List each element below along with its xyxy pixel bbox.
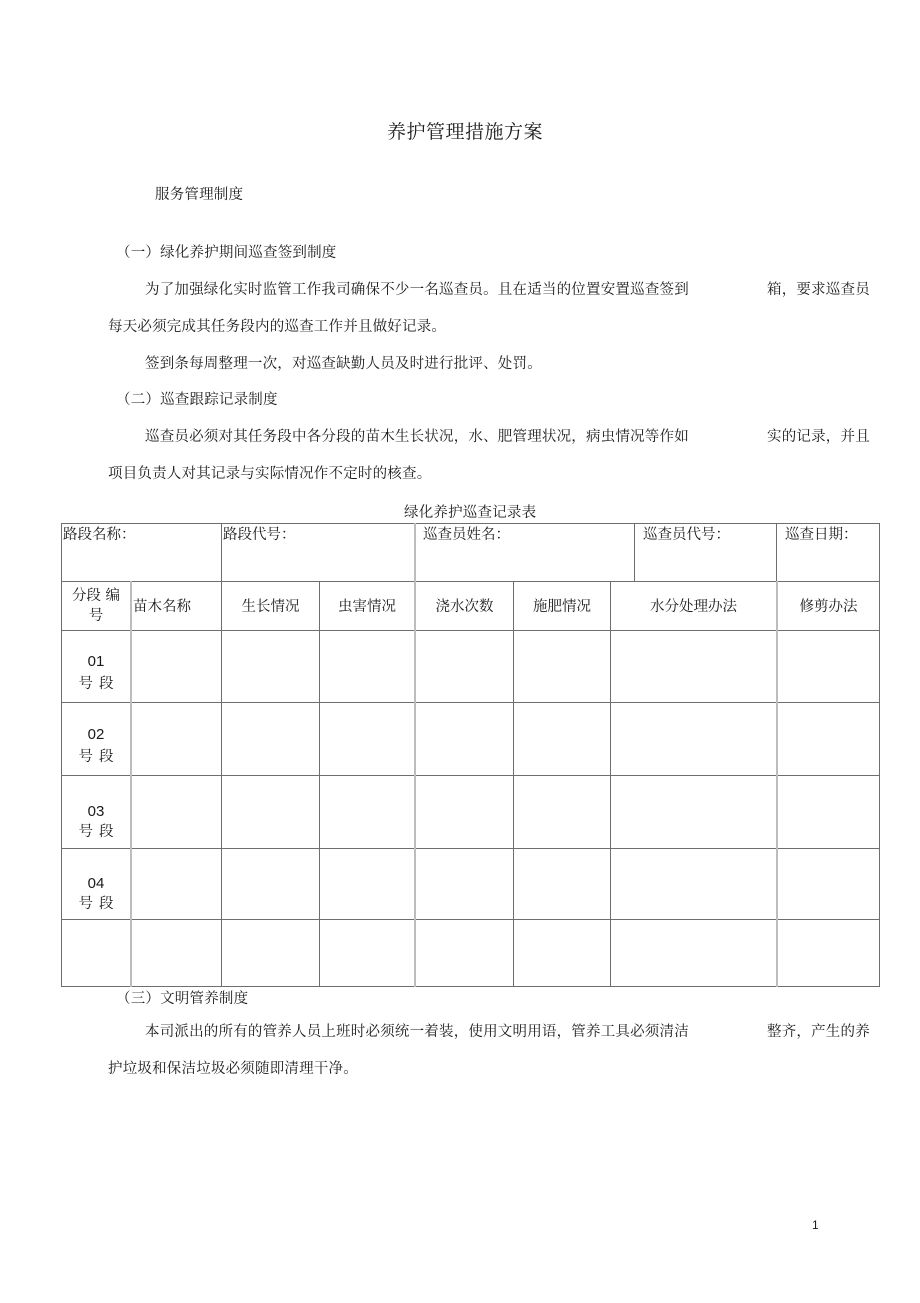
table-border-top	[61, 523, 880, 524]
segment-number: 03	[87, 803, 105, 820]
segment-suffix: 号段	[78, 896, 120, 912]
segment-suffix: 号段	[78, 824, 120, 840]
column-header-fertilizing: 施肥情况	[533, 599, 591, 615]
inspection-date-label: 巡查日期：	[785, 527, 858, 543]
table-rule	[61, 702, 880, 703]
road-code-field[interactable]	[223, 526, 296, 544]
table-divider	[319, 581, 320, 987]
subsection-heading-1: （一）绿化养护期间巡查签到制度	[116, 245, 337, 261]
table-divider	[221, 581, 222, 987]
column-header-pruning: 修剪办法	[799, 599, 858, 615]
table-divider	[776, 581, 778, 987]
segment-suffix: 号段	[78, 749, 120, 765]
paragraph-1-line-2: 每天必须完成其任务段内的巡查工作并且做好记录。	[108, 319, 447, 335]
column-header-growth: 生长情况	[241, 599, 300, 615]
paragraph-3-line-2: 项目负责人对其记录与实际情况作不定时的核查。	[108, 466, 432, 482]
road-name-label: 路段名称：	[63, 527, 136, 543]
segment-suffix: 号段	[78, 676, 120, 692]
column-header-water-treatment: 水分处理办法	[650, 599, 737, 615]
table-rule	[61, 581, 880, 582]
column-header-watering-count: 浇水次数	[435, 599, 494, 615]
paragraph-1-line-1-end: 箱，要求巡查员	[767, 282, 870, 298]
document-title: 养护管理措施方案	[387, 121, 544, 143]
column-header-pests: 虫害情况	[338, 599, 396, 615]
inspection-date-field[interactable]	[785, 526, 858, 544]
column-header-segment-no-line2: 号	[88, 608, 104, 624]
table-caption: 绿化养护巡查记录表	[404, 505, 537, 521]
paragraph-4-line-1-end: 整齐，产生的养	[767, 1024, 870, 1040]
subsection-heading-3: （三）文明管养制度	[116, 991, 249, 1007]
paragraph-4-line-1: 本司派出的所有的管养人员上班时必须统一着装，使用文明用语，管养工具必须清洁	[145, 1024, 689, 1040]
table-border-right	[879, 523, 880, 987]
table-divider	[221, 523, 222, 581]
table-border-bottom	[61, 986, 880, 987]
inspector-name-label: 巡查员姓名：	[423, 527, 510, 543]
paragraph-4-line-2: 护垃圾和保洁垃圾必须随即清理干净。	[108, 1061, 358, 1077]
table-divider	[414, 581, 416, 987]
inspector-code-label: 巡查员代号：	[643, 527, 730, 543]
segment-number: 01	[87, 653, 105, 670]
table-divider	[130, 581, 132, 987]
table-row-01-label	[62, 653, 130, 693]
column-header-segment-no-line1: 分段 编	[71, 588, 121, 604]
paragraph-3-line-1: 巡查员必须对其任务段中各分段的苗木生长状况，水、肥管理状况，病虫情况等作如	[145, 429, 689, 445]
inspector-code-field[interactable]	[643, 526, 730, 544]
paragraph-3-line-1-end: 实的记录，并且	[767, 429, 870, 445]
segment-number: 04	[87, 875, 105, 892]
table-rule	[61, 848, 880, 849]
table-row-04-label	[62, 875, 130, 913]
paragraph-2: 签到条每周整理一次，对巡查缺勤人员及时进行批评、处罚。	[145, 356, 542, 372]
table-rule	[61, 775, 880, 776]
road-name-field[interactable]	[63, 526, 136, 544]
table-row-03-label	[62, 803, 130, 841]
table-divider	[634, 523, 635, 581]
paragraph-1-line-1: 为了加强绿化实时监管工作我司确保不少一名巡查员。且在适当的位置安置巡查签到	[145, 282, 689, 298]
column-header-plant-name: 苗木名称	[133, 599, 191, 615]
road-code-label: 路段代号：	[223, 527, 296, 543]
table-row-02-label	[62, 726, 130, 766]
table-divider	[513, 581, 514, 987]
column-header-segment-no	[62, 587, 130, 625]
page-number: 1	[812, 1218, 819, 1232]
subsection-heading-2: （二）巡查跟踪记录制度	[116, 392, 278, 408]
inspector-name-field[interactable]	[423, 526, 510, 544]
table-divider	[776, 523, 777, 581]
table-rule	[61, 919, 880, 920]
table-divider	[414, 523, 416, 581]
table-rule	[61, 630, 880, 631]
inspection-record-table	[61, 523, 880, 987]
table-divider	[610, 581, 611, 987]
section-heading: 服务管理制度	[155, 187, 244, 203]
segment-number: 02	[87, 726, 105, 743]
